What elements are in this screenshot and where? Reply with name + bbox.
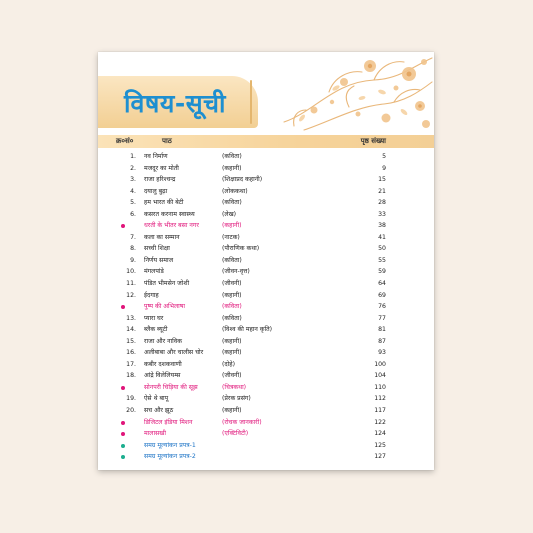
table-row [98,255,434,267]
bullet-icon [121,432,125,436]
table-row [98,151,434,163]
row-number: 7. [130,233,136,241]
lesson-name: सच और झूठ [144,407,174,415]
bullet-icon [121,455,125,459]
lesson-name: धरती के भीतर बसा नगर [144,222,199,230]
lesson-genre: (रोचक जानकारी) [222,418,262,426]
lesson-name: कला का सम्मान [144,233,180,241]
row-number: 8. [130,245,136,253]
lesson-genre: (कहानी) [222,164,242,172]
lesson-page-number: 104 [374,372,386,380]
row-number: 13. [126,314,136,322]
row-number: 15. [126,337,136,345]
bullet-icon [121,421,125,425]
lesson-page-number: 64 [378,280,386,288]
lesson-genre: (लेख) [222,210,237,218]
table-row [98,370,434,382]
lesson-page-number: 9 [382,164,386,172]
lesson-page-number: 125 [374,441,386,449]
row-number: 18. [126,372,136,380]
lesson-name: कबीर दशकवाणी [144,360,182,368]
header-lesson: पाठ [162,137,172,145]
lesson-page-number: 41 [378,233,386,241]
table-row [98,336,434,348]
table-row [98,290,434,302]
lesson-name: ब्लैक ब्यूटी [144,326,168,334]
lesson-genre: (कहानी) [222,349,242,357]
lesson-page-number: 21 [378,187,386,195]
lesson-name: नव निर्माण [144,153,168,160]
bullet-icon [121,224,125,228]
lesson-name: पुष्प की अभिलाषा [144,303,185,311]
lesson-page-number: 59 [378,268,386,276]
lesson-page-number: 127 [374,453,386,461]
lesson-genre: (कविता) [222,256,242,264]
header-page-number: पृष्ठ संख्या [360,137,386,145]
lesson-page-number: 76 [378,303,386,311]
table-row [98,232,434,244]
table-row [98,266,434,278]
table-row [98,278,434,290]
row-number: 11. [126,280,136,288]
row-number: 10. [126,268,136,276]
lesson-page-number: 100 [374,360,386,368]
row-number: 12. [126,291,136,299]
lesson-name: मंगलपांडे [144,268,164,276]
row-number: 1. [130,153,136,160]
lesson-name: प्यारा घर [144,314,164,322]
lesson-genre: (कहानी) [222,222,242,230]
table-row [98,382,434,394]
table-row [98,174,434,186]
table-row [98,220,434,232]
lesson-page-number: 117 [374,407,386,415]
row-number: 2. [130,164,136,172]
lesson-genre: (प्रेरक प्रसंग) [222,395,251,403]
table-row [98,209,434,221]
lesson-page-number: 5 [382,153,386,160]
lesson-name: राजा हरिश्चन्द्र [144,176,176,184]
contents-list [98,151,434,463]
lesson-name: कसरत करनाम स्वास्थ्य [144,210,195,218]
lesson-page-number: 122 [374,418,386,426]
lesson-genre: (एक्टिविटी) [222,430,249,438]
table-row [98,347,434,359]
lesson-name: सच्ची शिक्षा [144,245,170,253]
floral-decoration-icon [274,52,434,138]
bullet-icon [121,305,125,309]
lesson-name: समग्र मूल्यांकन प्रपत्र-2 [144,453,196,461]
header-serial-number: क्र०सं० [116,137,134,145]
lesson-page-number: 77 [378,314,386,322]
lesson-name: अलीबाबा और चालीस चोर [144,349,204,357]
lesson-genre: (लोककथा) [222,187,248,195]
lesson-genre: (पौराणिक कथा) [222,245,260,253]
lesson-name: मजदूर का मोती [144,164,179,172]
lesson-page-number: 50 [378,245,386,253]
lesson-page-number: 33 [378,210,386,218]
lesson-genre: (जीवन-वृत्त) [222,268,250,276]
row-number: 14. [126,326,136,334]
lesson-page-number: 69 [378,291,386,299]
table-row [98,359,434,371]
table-row [98,197,434,209]
lesson-genre: (कविता) [222,314,242,322]
table-row [98,451,434,463]
row-number: 4. [130,187,136,195]
row-number: 17. [126,360,136,368]
lesson-genre: (विश्व की महान कृति) [222,326,273,334]
lesson-name: पंडित भीमसेन जोशी [144,280,190,288]
lesson-name: ईदगाह [144,291,159,299]
lesson-page-number: 55 [378,256,386,264]
row-number: 9. [130,256,136,264]
lesson-page-number: 81 [378,326,386,334]
lesson-page-number: 124 [374,430,386,438]
lesson-name: हम भारत की बेटी [144,199,184,207]
table-row [98,301,434,313]
lesson-genre: (कहानी) [222,291,242,299]
lesson-page-number: 93 [378,349,386,357]
lesson-genre: (जीवनी) [222,372,242,380]
lesson-genre: (चित्रकथा) [222,383,247,391]
page-title: विषय-सूची [124,89,226,118]
table-row [98,440,434,452]
lesson-genre: (शिक्षाप्रद कहानी) [222,176,263,184]
lesson-name: राजा और नाविक [144,337,182,345]
lesson-name: डिजिटल इंडिया मिशन [144,418,193,426]
table-row [98,405,434,417]
lesson-name: आंद्रे विलेलियम्स [144,372,181,380]
row-number: 5. [130,199,136,207]
lesson-name: सोनपरी चिड़िया की सूझ [144,383,198,391]
lesson-genre: (कहानी) [222,407,242,415]
lesson-name: निर्णय समाज [144,256,174,264]
row-number: 19. [126,395,136,403]
lesson-name: ऐसे थे बापू [144,395,169,403]
table-row [98,243,434,255]
table-row [98,417,434,429]
table-row [98,428,434,440]
row-number: 3. [130,176,136,184]
lesson-page-number: 38 [378,222,386,230]
lesson-genre: (कविता) [222,153,242,160]
lesson-page-number: 28 [378,199,386,207]
row-number: 6. [130,210,136,218]
book-page [98,52,434,470]
lesson-genre: (कविता) [222,303,242,311]
row-number: 16. [126,349,136,357]
table-row [98,393,434,405]
lesson-genre: (जीवनी) [222,280,242,288]
bullet-icon [121,386,125,390]
lesson-page-number: 110 [374,383,386,391]
lesson-name: मालासखी [144,430,166,438]
lesson-page-number: 87 [378,337,386,345]
lesson-page-number: 15 [378,176,386,184]
table-row [98,313,434,325]
bullet-icon [121,444,125,448]
lesson-name: दयालु बुढ़ा [144,187,168,195]
row-number: 20. [126,407,136,415]
table-row [98,163,434,175]
lesson-genre: (कहानी) [222,337,242,345]
lesson-page-number: 112 [374,395,386,403]
lesson-genre: (नाटक) [222,233,240,241]
lesson-name: समग्र मूल्यांकन प्रपत्र-1 [144,441,196,449]
lesson-genre: (दोहे) [222,360,236,368]
table-row [98,186,434,198]
lesson-genre: (कविता) [222,199,242,207]
table-row [98,324,434,336]
